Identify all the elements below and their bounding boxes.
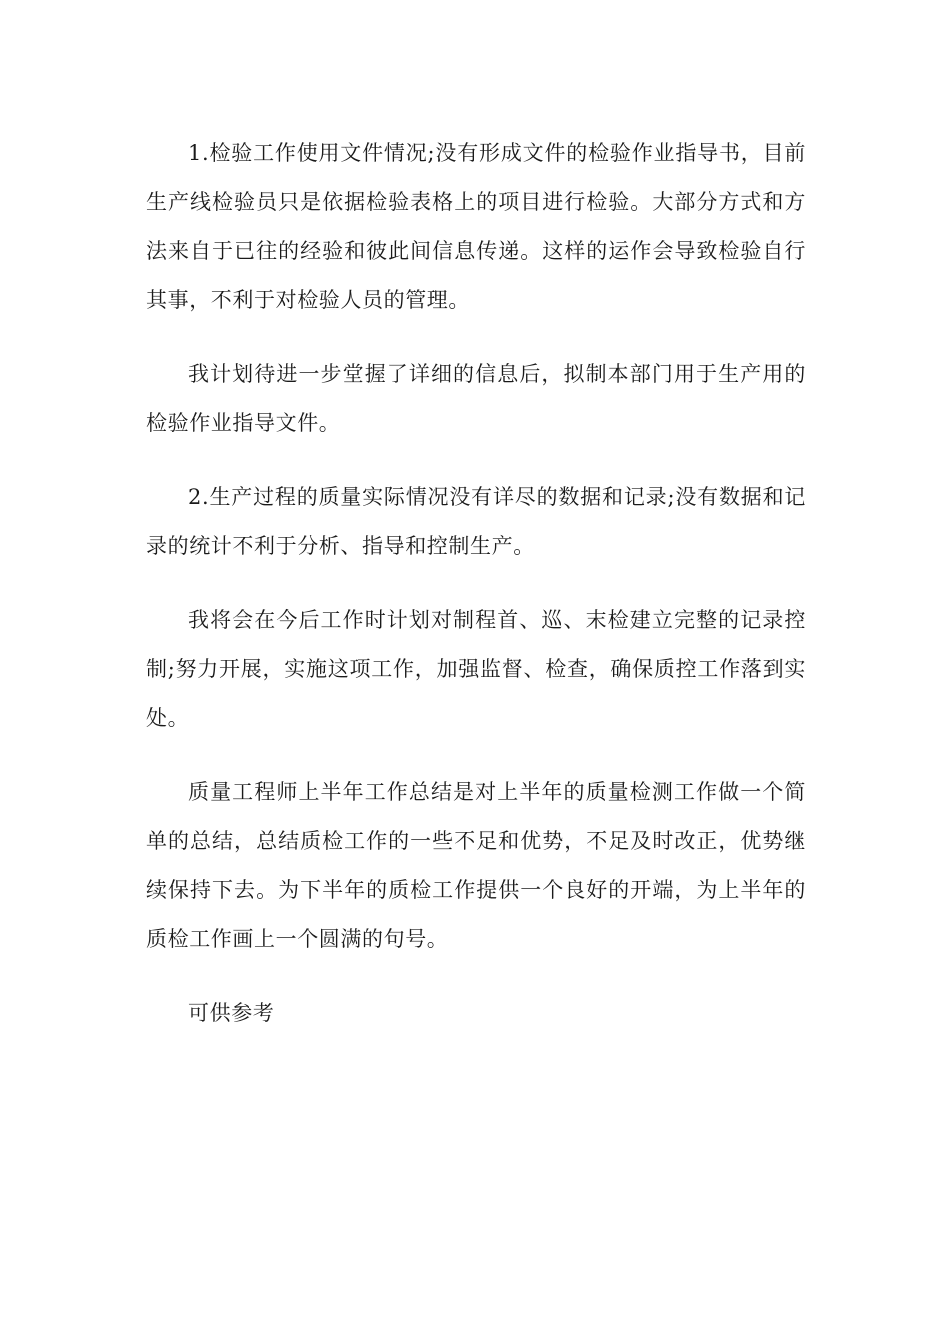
paragraph-summary: 质量工程师上半年工作总结是对上半年的质量检测工作做一个简单的总结，总结质检工作的一些不足和优势，不足及时改正，优势继续保持下去。为下半年的质检工作提供一个良好的开端，为上半年的质检工作画上一个圆满的句号。 <box>146 780 806 951</box>
document-body <box>146 129 806 1063</box>
paragraph-guidance-plan: 我计划待进一步堂握了详细的信息后，拟制本部门用于生产用的检验作业指导文件。 <box>146 362 806 435</box>
paragraph-inspection-documents: 1.检验工作使用文件情况;没有形成文件的检验作业指导书，目前生产线检验员只是依据检验表格上的项目进行检验。大部分方式和方法来自于已往的经验和彼此间信息传递。这样的运作会导致检验自行其事，不利于对检验人员的管理。 <box>146 141 806 312</box>
paragraph-quality-records: 2.生产过程的质量实际情况没有详尽的数据和记录;没有数据和记录的统计不利于分析、指导和控制生产。 <box>146 485 806 558</box>
paragraph-inspection-control: 我将会在今后工作时计划对制程首、巡、末检建立完整的记录控制;努力开展，实施这项工作，加强监督、检查，确保质控工作落到实处。 <box>146 608 806 730</box>
paragraph-reference-note: 可供参考 <box>188 1001 275 1025</box>
